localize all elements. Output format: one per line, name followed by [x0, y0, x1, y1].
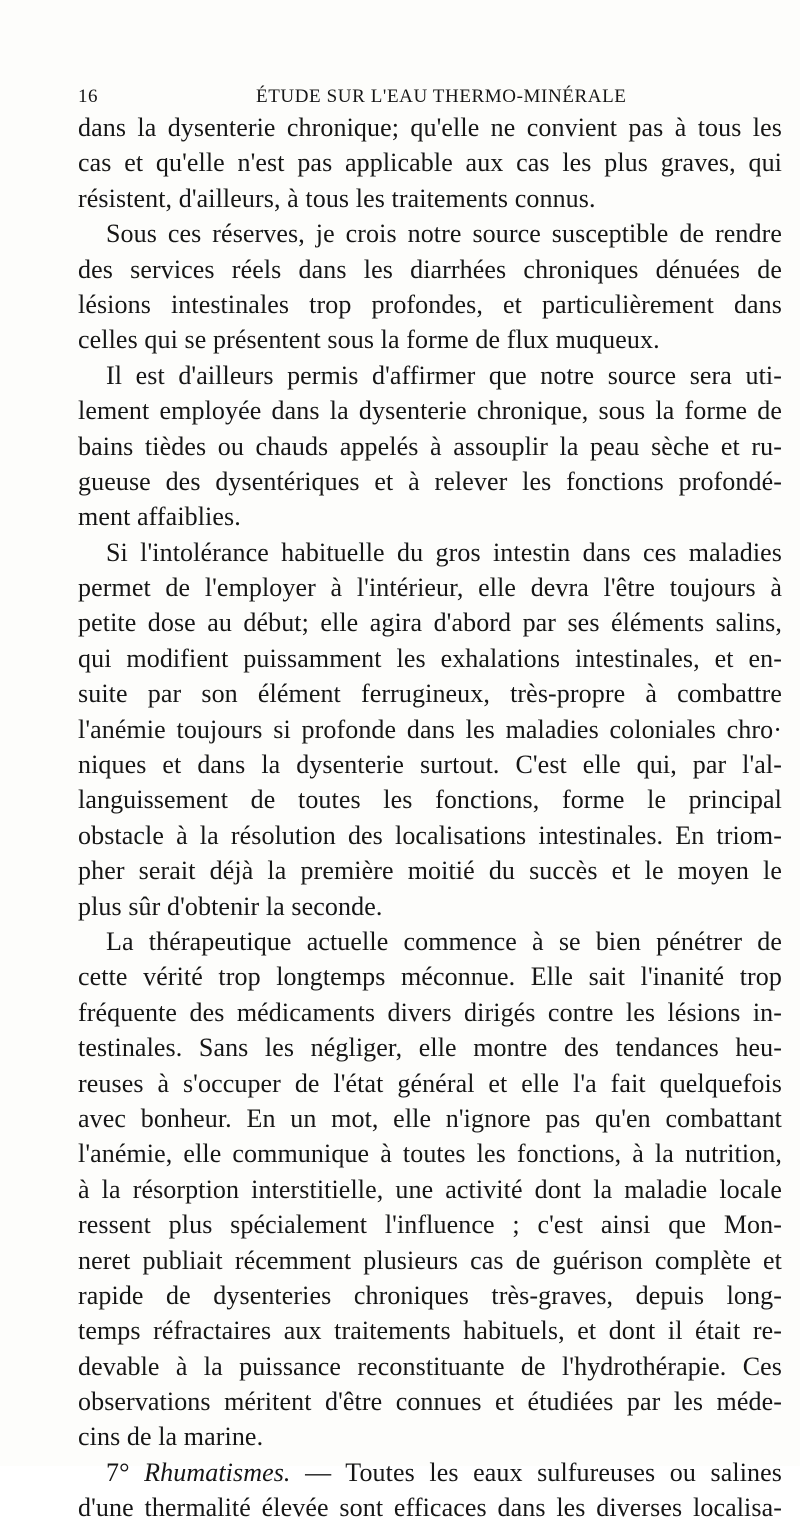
text-line: languissement de toutes les fonctions, forme le principal [78, 785, 782, 815]
text-line: cette vérité trop longtemps méconnue. Elle sait l'inanité trop [78, 962, 782, 992]
text-line: cins de la marine. [78, 1422, 264, 1452]
text-line: rapide de dysenteries chroniques très-graves, depuis long- [78, 1280, 782, 1310]
text-line: dans la dysenterie chronique; qu'elle ne convient pas à tous les [78, 113, 782, 142]
running-title: ÉTUDE SUR L'EAU THERMO-MINÉRALE [256, 86, 627, 107]
text-line: qui modifient puissamment les exhalations intestinales, et en- [78, 643, 782, 673]
text-line: plus sûr d'obtenir la seconde. [78, 891, 383, 921]
text-line: permet de l'employer à l'intérieur, elle devra l'être toujours à [78, 573, 782, 603]
text-line: niques et dans la dysenterie surtout. C'est elle qui, par l'al- [78, 750, 782, 780]
text-line: observations méritent d'être connues et étudiées par les méde- [78, 1387, 782, 1417]
text-line: suite par son élément ferrugineux, très-propre à combattre [78, 679, 782, 709]
text-line: pher serait déjà la première moitié du succès et le moyen le [78, 856, 782, 886]
text-line: reuses à s'occuper de l'état général et elle l'a fait quelquefois [78, 1068, 782, 1098]
text-line: cas et qu'elle n'est pas applicable aux cas les plus graves, qui [78, 148, 782, 178]
body-text [78, 110, 782, 1526]
text-line: l'anémie, elle communique à toutes les fonctions, à la nutrition, [78, 1139, 782, 1169]
text-line: avec bonheur. En un mot, elle n'ignore pas qu'en combattant [78, 1103, 782, 1133]
text-line: obstacle à la résolution des localisations intestinales. En triom- [78, 820, 782, 850]
text-line: lésions intestinales trop profondes, et particulièrement dans [78, 289, 782, 319]
text-line: Si l'intolérance habituelle du gros intestin dans ces maladies [106, 537, 782, 567]
text-line: ressent plus spécialement l'influence ; c'est ainsi que Mon- [78, 1210, 782, 1240]
section-number: 7° [106, 1457, 130, 1487]
text-line: celles qui se présentent sous la forme de flux muqueux. [78, 325, 660, 355]
text-line: l'anémie toujours si profonde dans les maladies coloniales chro· [78, 714, 782, 744]
text-line: ment affaiblies. [78, 502, 241, 532]
text-line: Sous ces réserves, je crois notre source susceptible de rendre [106, 219, 782, 249]
text-line: lement employée dans la dysenterie chronique, sous la forme de [78, 396, 782, 426]
text-line: à la résorption interstitielle, une activité dont la maladie locale [78, 1174, 782, 1204]
text-line: gueuse des dysentériques et à relever les fonctions profondé- [78, 466, 782, 496]
section-text: — Toutes les eaux sulfureuses ou salines [305, 1457, 782, 1487]
text-line: résistent, d'ailleurs, à tous les traitements connus. [78, 183, 596, 213]
text-line: Il est d'ailleurs permis d'affirmer que notre source sera uti- [106, 360, 782, 390]
text-line: bains tièdes ou chauds appelés à assouplir la peau sèche et ru- [78, 431, 782, 461]
text-line: La thérapeutique actuelle commence à se bien pénétrer de [106, 926, 782, 956]
section-heading-line [78, 1455, 782, 1490]
text-line: neret publiait récemment plusieurs cas de guérison complète et [78, 1245, 782, 1275]
text-line: des services réels dans les diarrhées chroniques dénuées de [78, 254, 782, 284]
text-line: d'une thermalité élevée sont efficaces dans les diverses localisa- [78, 1493, 782, 1523]
text-line: petite dose au début; elle agira d'abord par ses éléments salins, [78, 608, 782, 638]
section-title: Rhumatismes. [144, 1457, 291, 1487]
page-number: 16 [78, 86, 98, 107]
text-line: fréquente des médicaments divers dirigés contre les lésions in- [78, 997, 782, 1027]
text-line: testinales. Sans les négliger, elle montre des tendances heu- [78, 1033, 782, 1063]
text-line: devable à la puissance reconstituante de l'hydrothérapie. Ces [78, 1351, 782, 1381]
text-line: temps réfractaires aux traitements habituels, et dont il était re- [78, 1316, 782, 1346]
